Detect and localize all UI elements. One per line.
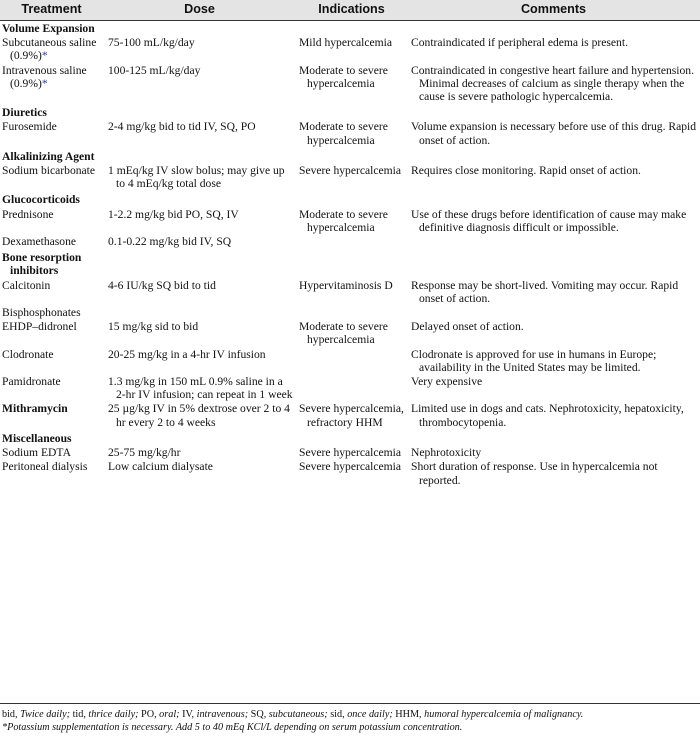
- section-label: [0, 248, 103, 277]
- empty-cell: [103, 190, 296, 206]
- section-row: [0, 103, 700, 119]
- footnote-segment: IV,: [179, 709, 197, 720]
- dose-text: 25 µg/kg IV in 5% dextrose over 2 to 4 hr every 2 to 4 weeks: [108, 402, 290, 429]
- empty-cell: [296, 103, 407, 119]
- comments-text: Limited use in dogs and cats. Nephrotoxicity, hepatoxicity, thrombocytopenia.: [411, 402, 684, 429]
- empty-cell: [407, 305, 700, 319]
- comments-text: Volume expansion is necessary before use of this drug. Rapid onset of action.: [411, 120, 697, 147]
- indications-text: Severe hypercalcemia: [299, 446, 402, 460]
- treatment-text: EHDP–didronel: [2, 320, 77, 334]
- table-header-row: [0, 0, 700, 21]
- treatment-text: Clodronate: [2, 347, 54, 361]
- section-label: [0, 190, 103, 206]
- treatment-cell: [0, 234, 103, 248]
- header-comments: Comments: [407, 0, 700, 21]
- indications-text: Moderate to severe hypercalcemia: [299, 320, 388, 347]
- section-row: [0, 305, 700, 319]
- treatment-text: Pamidronate: [2, 375, 61, 389]
- comments-cell: [407, 459, 700, 486]
- section-row: [0, 429, 700, 445]
- indications-cell: [296, 35, 407, 62]
- indications-cell: [296, 347, 407, 374]
- empty-cell: [296, 147, 407, 163]
- comments-cell: [407, 207, 700, 234]
- section-row: [0, 21, 700, 36]
- comments-text: Nephrotoxicity: [411, 446, 482, 460]
- table-row: [0, 459, 700, 486]
- comments-text: Clodronate is approved for use in humans in Europe; availability in the United States may be limited.: [411, 347, 657, 374]
- treatment-cell: [0, 119, 103, 146]
- dose-cell: [103, 374, 296, 401]
- dose-cell: [103, 163, 296, 190]
- indications-text: Severe hypercalcemia: [299, 460, 402, 474]
- indications-cell: [296, 63, 407, 104]
- footnote-segment: HHM,: [392, 709, 425, 720]
- table-row: [0, 319, 700, 346]
- section-title: Diuretics: [2, 106, 47, 120]
- dose-text: 15 mg/kg sid to bid: [108, 320, 199, 334]
- treatment-cell: [0, 459, 103, 486]
- empty-cell: [407, 103, 700, 119]
- treatment-text: Dexamethasone: [2, 235, 77, 249]
- indications-cell: [296, 163, 407, 190]
- comments-cell: [407, 163, 700, 190]
- dose-text: 1.3 mg/kg in 150 mL 0.9% saline in a 2-hr IV infusion; can repeat in 1 week: [108, 375, 293, 402]
- dose-cell: [103, 445, 296, 459]
- treatment-text: Sodium EDTA: [2, 446, 71, 460]
- comments-cell: [407, 63, 700, 104]
- comments-text: Requires close monitoring. Rapid onset of action.: [411, 164, 641, 178]
- indications-text: Hypervitaminosis D: [299, 278, 393, 292]
- comments-text: Delayed onset of action.: [411, 320, 524, 334]
- comments-text: Short duration of response. Use in hypercalcemia not reported.: [411, 460, 658, 487]
- empty-cell: [407, 21, 700, 36]
- footnote: [2, 708, 698, 734]
- empty-cell: [407, 248, 700, 277]
- table-body: [0, 21, 700, 487]
- empty-cell: [296, 305, 407, 319]
- treatment-text: Sodium bicarbonate: [2, 164, 96, 178]
- footnote-asterisk: *: [41, 76, 48, 90]
- dose-cell: [103, 119, 296, 146]
- dose-cell: [103, 63, 296, 104]
- comments-cell: [407, 35, 700, 62]
- treatment-text: Subcutaneous saline (0.9%)*: [2, 36, 97, 63]
- treatment-cell: [0, 347, 103, 374]
- treatment-cell: [0, 207, 103, 234]
- dose-cell: [103, 319, 296, 346]
- dose-text: 0.1-0.22 mg/kg bid IV, SQ: [108, 235, 232, 249]
- treatment-text: Mithramycin: [2, 402, 68, 416]
- table-row: [0, 278, 700, 305]
- dose-text: 2-4 mg/kg bid to tid IV, SQ, PO: [108, 120, 256, 134]
- comments-cell: [407, 347, 700, 374]
- section-title: Miscellaneous: [2, 431, 72, 445]
- treatment-cell: [0, 319, 103, 346]
- treatment-text: Prednisone: [2, 207, 54, 221]
- empty-cell: [407, 429, 700, 445]
- dose-text: 75-100 mL/kg/day: [108, 36, 195, 50]
- empty-cell: [103, 103, 296, 119]
- indications-text: Mild hypercalcemia: [299, 36, 393, 50]
- section-label: [0, 147, 103, 163]
- dose-text: 1 mEq/kg IV slow bolus; may give up to 4 mEq/kg total dose: [108, 164, 285, 191]
- comments-cell: [407, 401, 700, 428]
- footnote-segment: intravenous;: [196, 709, 249, 720]
- comments-text: Contraindicated if peripheral edema is present.: [411, 36, 628, 50]
- empty-cell: [296, 21, 407, 36]
- section-label: [0, 103, 103, 119]
- treatment-text: Intravenous saline (0.9%)*: [2, 63, 87, 90]
- dose-cell: [103, 401, 296, 428]
- footnote-segment: SQ,: [248, 709, 269, 720]
- table-row: [0, 401, 700, 428]
- footnote-segment: sid,: [327, 709, 348, 720]
- comments-cell: [407, 445, 700, 459]
- dose-cell: [103, 347, 296, 374]
- footnote-segment: subcutaneous;: [268, 709, 328, 720]
- comments-text: Use of these drugs before identification of cause may make definitive diagnosis difficult or impossible.: [411, 207, 687, 234]
- section-title: Bisphosphonates: [2, 306, 81, 320]
- treatment-cell: [0, 35, 103, 62]
- section-title: Volume Expansion: [2, 22, 95, 35]
- treatment-cell: [0, 401, 103, 428]
- treatment-cell: [0, 445, 103, 459]
- comments-cell: [407, 234, 700, 248]
- footnote-divider: [0, 703, 700, 704]
- footnote-asterisk: *: [41, 49, 48, 63]
- dose-cell: [103, 459, 296, 486]
- indications-cell: [296, 207, 407, 234]
- section-label: [0, 21, 103, 36]
- footnote-segment: humoral hypercalcemia of malignancy.: [424, 709, 584, 720]
- treatment-text: Furosemide: [2, 120, 57, 134]
- table-row: [0, 163, 700, 190]
- table-row: [0, 63, 700, 104]
- comments-text: Response may be short-lived. Vomiting may occur. Rapid onset of action.: [411, 278, 679, 305]
- section-title: Alkalinizing Agent: [2, 149, 95, 163]
- empty-cell: [296, 429, 407, 445]
- dose-text: Low calcium dialysate: [108, 460, 213, 474]
- section-row: [0, 190, 700, 206]
- footnote-potassium: *Potassium supplementation is necessary. Add 5 to 40 mEq KCl/L depending on serum potassium concentration.: [2, 722, 463, 733]
- comments-text: Very expensive: [411, 375, 483, 389]
- empty-cell: [103, 429, 296, 445]
- empty-cell: [296, 190, 407, 206]
- section-label: [0, 429, 103, 445]
- footnote-segment: once daily;: [347, 709, 393, 720]
- header-treatment: Treatment: [0, 0, 103, 21]
- dose-cell: [103, 207, 296, 234]
- indications-cell: [296, 374, 407, 401]
- empty-cell: [407, 190, 700, 206]
- footnote-abbreviations: [2, 708, 698, 721]
- dose-text: 1-2.2 mg/kg bid PO, SQ, IV: [108, 207, 239, 221]
- comments-cell: [407, 278, 700, 305]
- indications-cell: [296, 459, 407, 486]
- table-row: [0, 347, 700, 374]
- treatment-cell: [0, 63, 103, 104]
- treatment-cell: [0, 278, 103, 305]
- table-row: [0, 445, 700, 459]
- table-row: [0, 207, 700, 234]
- dose-cell: [103, 35, 296, 62]
- treatment-cell: [0, 163, 103, 190]
- section-label: [0, 305, 103, 319]
- footnote-segment: bid,: [2, 709, 21, 720]
- comments-cell: [407, 119, 700, 146]
- indications-cell: [296, 401, 407, 428]
- indications-cell: [296, 119, 407, 146]
- indications-text: Severe hypercalcemia, refractory HHM: [299, 402, 404, 429]
- empty-cell: [296, 248, 407, 277]
- indications-text: Moderate to severe hypercalcemia: [299, 63, 388, 90]
- dose-text: 20-25 mg/kg in a 4-hr IV infusion: [108, 347, 266, 361]
- indications-cell: [296, 445, 407, 459]
- dose-cell: [103, 278, 296, 305]
- header-dose: Dose: [103, 0, 296, 21]
- indications-cell: [296, 278, 407, 305]
- section-title: Bone resorption inhibitors: [2, 251, 82, 278]
- section-title: Glucocorticoids: [2, 193, 80, 207]
- comments-cell: [407, 374, 700, 401]
- empty-cell: [407, 147, 700, 163]
- table-row: [0, 374, 700, 401]
- footnote-segment: PO,: [138, 709, 160, 720]
- table-row: [0, 119, 700, 146]
- indications-cell: [296, 234, 407, 248]
- header-indications: Indications: [296, 0, 407, 21]
- footnote-segment: tid,: [70, 709, 89, 720]
- indications-text: Moderate to severe hypercalcemia: [299, 207, 388, 234]
- indications-text: Severe hypercalcemia: [299, 164, 402, 178]
- dose-text: 100-125 mL/kg/day: [108, 63, 201, 77]
- section-row: [0, 147, 700, 163]
- dose-text: 25-75 mg/kg/hr: [108, 446, 181, 460]
- table-row: [0, 234, 700, 248]
- dose-text: 4-6 IU/kg SQ bid to tid: [108, 278, 216, 292]
- footnote-segment: oral;: [159, 709, 180, 720]
- table-row: [0, 35, 700, 62]
- empty-cell: [103, 305, 296, 319]
- empty-cell: [103, 248, 296, 277]
- empty-cell: [103, 147, 296, 163]
- treatment-text: Calcitonin: [2, 278, 51, 292]
- empty-cell: [103, 21, 296, 36]
- treatment-cell: [0, 374, 103, 401]
- dose-cell: [103, 234, 296, 248]
- comments-cell: [407, 319, 700, 346]
- indications-text: Moderate to severe hypercalcemia: [299, 120, 388, 147]
- treatment-text: Peritoneal dialysis: [2, 460, 88, 474]
- section-row: [0, 248, 700, 277]
- footnote-segment: Twice daily;: [20, 709, 71, 720]
- indications-cell: [296, 319, 407, 346]
- comments-text: Contraindicated in congestive heart failure and hypertension. Minimal decreases of calcium as single therapy when the cause is severe pathologic hypercalcemia.: [411, 63, 694, 104]
- footnote-segment: thrice daily;: [88, 709, 139, 720]
